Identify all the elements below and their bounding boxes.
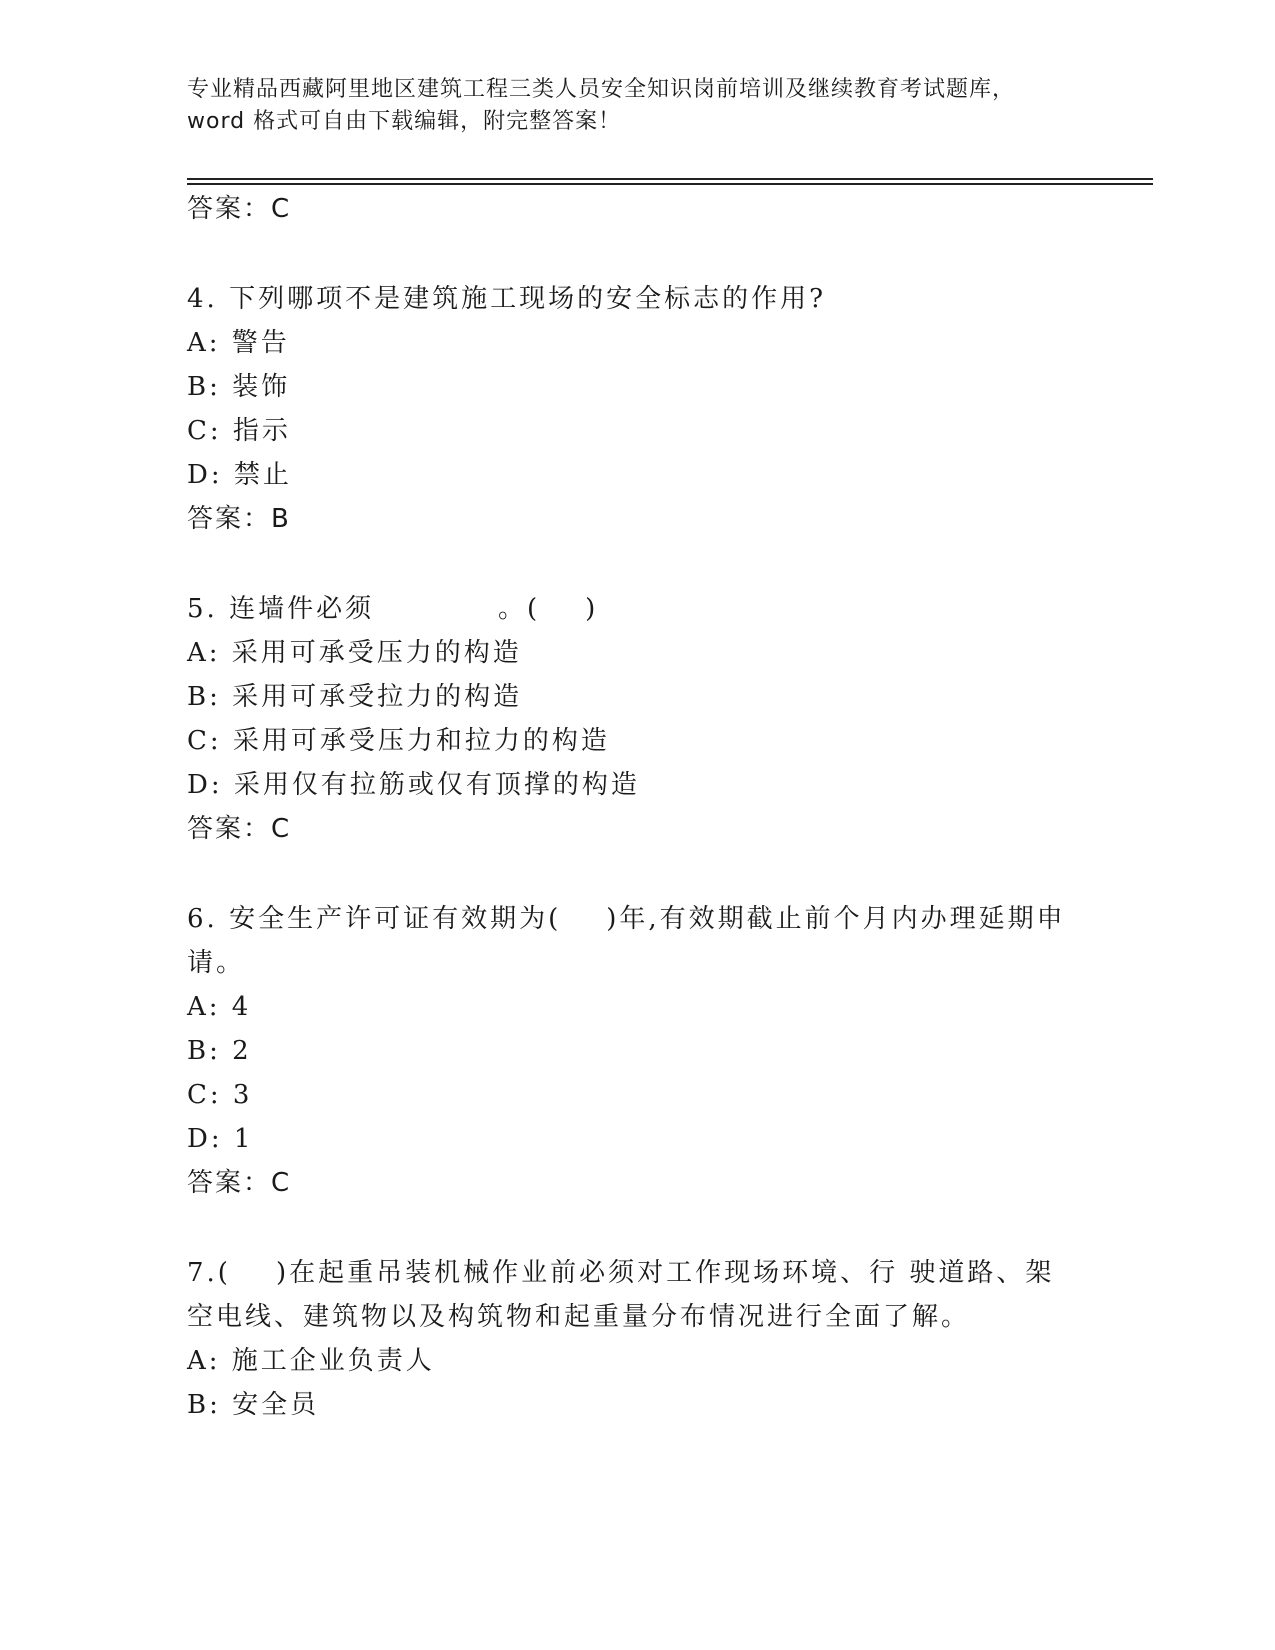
- q5-option-b: B: 采用可承受拉力的构造: [187, 682, 523, 712]
- question-6-line-2: 请。: [187, 948, 246, 978]
- header-line-2: word 格式可自由下载编辑，附完整答案！: [187, 109, 622, 134]
- q5-option-c: C: 采用可承受压力和拉力的构造: [187, 726, 610, 756]
- q6-option-c: C: 3: [187, 1080, 253, 1110]
- q4-option-d: D: 禁止: [187, 460, 292, 490]
- q6-option-b: B: 2: [187, 1036, 252, 1066]
- header-divider-bottom: [187, 183, 1153, 185]
- question-7-line-2: 空电线、建筑物以及构筑物和起重量分布情况进行全面了解。: [187, 1302, 971, 1332]
- q4-option-c: C: 指示: [187, 416, 291, 446]
- q5-option-a: A: 采用可承受压力的构造: [187, 638, 522, 668]
- q6-option-d: D: 1: [187, 1124, 254, 1154]
- q6-answer: 答案：C: [187, 1168, 292, 1198]
- q6-option-a: A: 4: [187, 992, 252, 1022]
- question-4: 4. 下列哪项不是建筑施工现场的安全标志的作用?: [187, 284, 827, 314]
- header-divider-top: [187, 178, 1153, 180]
- question-5: 5. 连墙件必须 。( ): [187, 594, 599, 624]
- q4-answer: 答案：B: [187, 504, 291, 534]
- q5-option-d: D: 采用仅有拉筋或仅有顶撑的构造: [187, 770, 640, 800]
- q5-answer: 答案：C: [187, 814, 292, 844]
- answer-previous: 答案：C: [187, 194, 292, 224]
- header-line-1: 专业精品西藏阿里地区建筑工程三类人员安全知识岗前培训及继续教育考试题库，: [187, 77, 1016, 102]
- question-6-line-1: 6. 安全生产许可证有效期为( )年,有效期截止前个月内办理延期申: [187, 904, 1066, 934]
- q7-option-a: A: 施工企业负责人: [187, 1346, 435, 1376]
- question-7-line-1: 7.( )在起重吊装机械作业前必须对工作现场环境、行 驶道路、架: [187, 1258, 1055, 1288]
- q4-option-b: B: 装饰: [187, 372, 291, 402]
- q7-option-b: B: 安全员: [187, 1390, 320, 1420]
- document-header: [187, 74, 1087, 138]
- q4-option-a: A: 警告: [187, 328, 290, 358]
